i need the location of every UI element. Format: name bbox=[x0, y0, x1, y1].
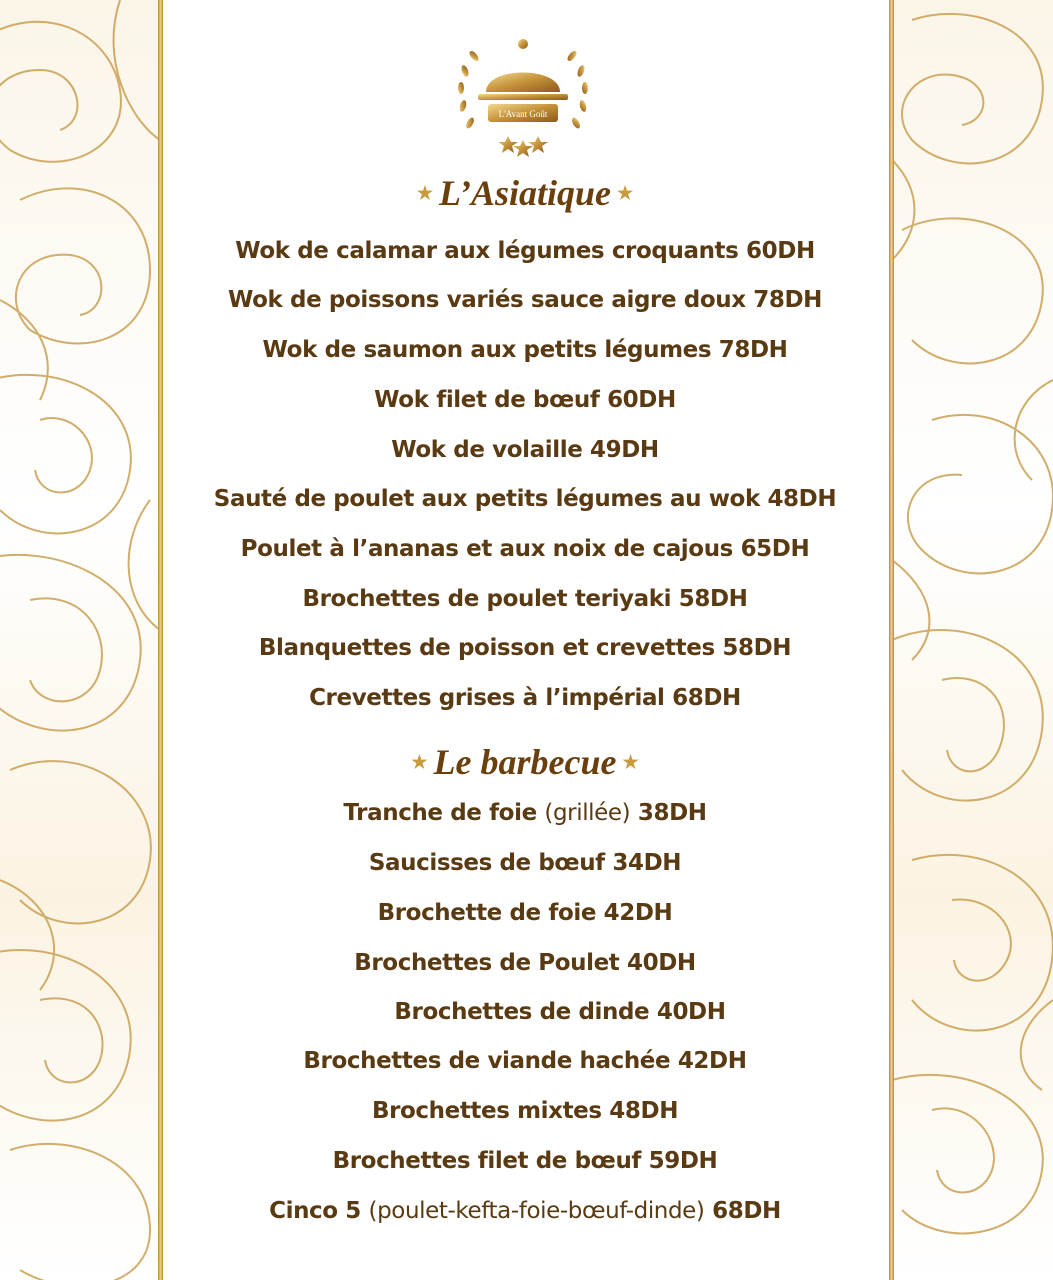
menu-item: Crevettes grises à l’impérial 68DH bbox=[309, 685, 741, 711]
restaurant-logo bbox=[448, 28, 598, 168]
left-floral-panel bbox=[0, 0, 160, 1280]
left-gold-border bbox=[158, 0, 163, 1280]
floral-pattern-right bbox=[892, 0, 1053, 1280]
cloche-logo-icon bbox=[448, 28, 598, 168]
star-icon: ★ bbox=[617, 182, 634, 203]
menu-item: Wok de calamar aux légumes croquants 60DH bbox=[235, 238, 815, 264]
right-floral-panel bbox=[892, 0, 1053, 1280]
section-title-asiatique bbox=[200, 172, 850, 214]
menu-item: Cinco 5 (poulet-kefta-foie-bœuf-dinde) 68DH bbox=[269, 1198, 781, 1224]
menu-item: Sauté de poulet aux petits légumes au wok 48DH bbox=[213, 486, 837, 512]
logo-brand-text: L'Avant Goût bbox=[498, 109, 548, 119]
menu-item: Poulet à l’ananas et aux noix de cajous 65DH bbox=[240, 536, 810, 562]
section-title-barbecue bbox=[200, 741, 850, 783]
menu-item: Brochettes filet de bœuf 59DH bbox=[332, 1148, 718, 1174]
menu-item: Brochette de foie 42DH bbox=[377, 900, 673, 926]
menu-item: Tranche de foie (grillée) 38DH bbox=[343, 800, 707, 826]
menu-item: Wok de saumon aux petits légumes 78DH bbox=[262, 337, 788, 363]
section-title-text: L’Asiatique bbox=[438, 173, 612, 213]
menu-item: Wok filet de bœuf 60DH bbox=[374, 387, 676, 413]
menu-item: Brochettes de dinde 40DH bbox=[394, 999, 726, 1025]
section-title-text: Le barbecue bbox=[433, 742, 617, 782]
floral-pattern-left bbox=[0, 0, 160, 1280]
menu-item: Wok de volaille 49DH bbox=[391, 437, 659, 463]
menu-item: Wok de poissons variés sauce aigre doux 78DH bbox=[227, 287, 823, 313]
star-icon: ★ bbox=[411, 751, 428, 772]
menu-item: Brochettes de viande hachée 42DH bbox=[303, 1048, 747, 1074]
menu-item: Saucisses de bœuf 34DH bbox=[368, 850, 682, 876]
menu-item: Brochettes mixtes 48DH bbox=[371, 1098, 679, 1124]
star-icon: ★ bbox=[622, 751, 639, 772]
menu-item: Blanquettes de poisson et crevettes 58DH bbox=[258, 635, 792, 661]
star-icon: ★ bbox=[416, 182, 433, 203]
right-gold-border bbox=[889, 0, 894, 1280]
menu-item: Brochettes de poulet teriyaki 58DH bbox=[302, 586, 748, 612]
menu-item: Brochettes de Poulet 40DH bbox=[354, 950, 696, 976]
